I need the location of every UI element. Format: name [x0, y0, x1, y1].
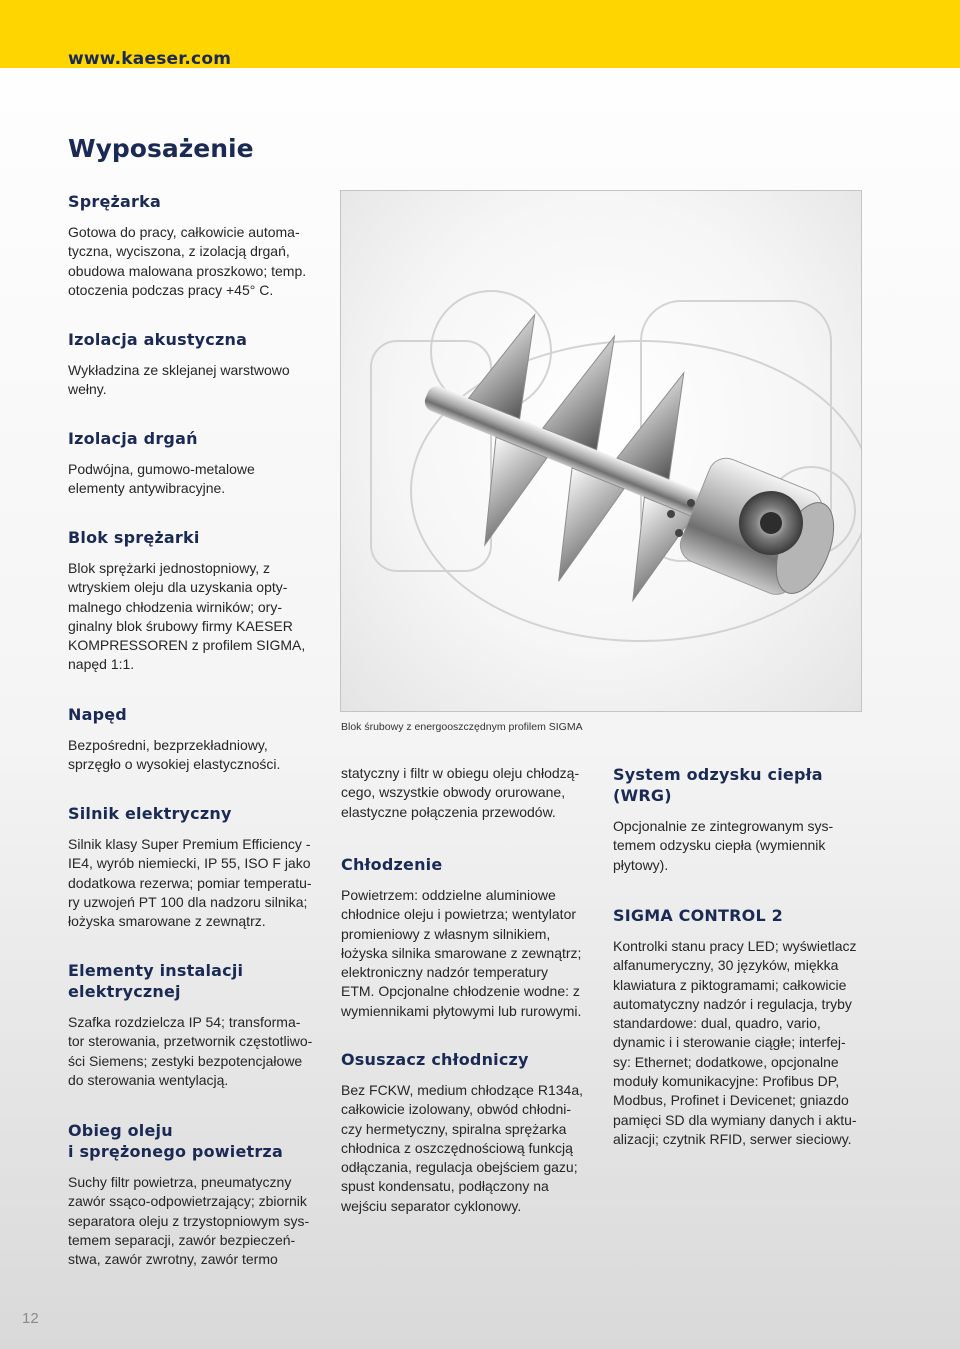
section-body: Szafka rozdzielcza IP 54; transforma- tor sterowania, przetwornik częstotliwo- ści Siemens; zestyki bezpotencjałowe do sterowania wentylacją.	[68, 1014, 313, 1088]
airend-photo	[340, 190, 862, 712]
section-body: Bez FCKW, medium chłodzące R134a, całkowicie izolowany, obwód chłodni- czy hermetyczny, spiralna sprężarka chłodnica z oszczędnościową funkcją odłączania, regulacja obejściem gazu; spust kondensatu, podłączony na wejściu separator cyklonowy.	[341, 1082, 583, 1214]
section-title: Silnik elektryczny	[68, 804, 232, 823]
section-title: Blok sprężarki	[68, 528, 200, 547]
section-body: Silnik klasy Super Premium Efficiency - IE4, wyrób niemiecki, IP 55, ISO F jako dodatkowa rezerwa; pomiar temperatu- ry uzwojeń PT 100 dla nadzoru silnika; łożyska smarowane z zewnątrz.	[68, 836, 312, 930]
section-title: Elementy instalacji elektrycznej	[68, 961, 244, 1001]
section-oil-air-circuit	[68, 1120, 330, 1269]
section-electric-motor	[68, 803, 330, 931]
section-body: Suchy filtr powietrza, pneumatyczny zawór ssąco-odpowietrzający; zbiornik separatora oleju z trzystopniowym sys- temem separacji, zawór bezpieczeń- stwa, zawór zwrotny, zawór termo	[68, 1174, 310, 1268]
section-body: Gotowa do pracy, całkowicie automa- tyczna, wyciszona, z izolacją drgań, obudowa malowana proszkowo; temp. otoczenia podczas pracy +45° C.	[68, 224, 307, 298]
page-number: 12	[22, 1310, 39, 1327]
section-title: Izolacja drgań	[68, 429, 198, 448]
section-sigma-control	[613, 905, 875, 1149]
section-drive	[68, 704, 330, 775]
section-refrigeration-dryer	[341, 1049, 603, 1216]
section-title: Osuszacz chłodniczy	[341, 1050, 529, 1069]
section-body: Blok sprężarki jednostopniowy, z wtryskiem oleju dla uzyskania opty- malnego chłodzenia wirników; ory- ginalny blok śrubowy firmy KAESER KOMPRESSOREN z profilem SIGMA, napęd 1:1.	[68, 560, 306, 673]
website-url[interactable]: www.kaeser.com	[68, 49, 232, 69]
section-body: Bezpośredni, bezprzekładniowy, sprzęgło o wysokiej elastyczności.	[68, 737, 281, 773]
section-body: statyczny i filtr w obiegu oleju chłodzą- cego, wszystkie obwody orurowane, elastyczne połączenia przewodów.	[341, 765, 580, 820]
section-body: Powietrzem: oddzielne aluminiowe chłodnice oleju i powietrza; wentylator promieniowy z własnym silnikiem, łożyska silnika smarowane z zewnątrz; elektroniczny nadzór temperatury ETM. Opcjonalne chłodzenie wodne: z wymiennikami płytowymi lub rurowymi.	[341, 887, 582, 1019]
section-title: System odzysku ciepła (WRG)	[613, 765, 823, 805]
section-body: Wykładzina ze sklejanej warstwowo wełny.	[68, 362, 290, 398]
section-compressor-block	[68, 527, 330, 675]
section-cooling	[341, 854, 603, 1021]
figure-caption: Blok śrubowy z energooszczędnym profilem SIGMA	[341, 721, 583, 733]
section-title: Obieg oleju i sprężonego powietrza	[68, 1121, 283, 1161]
screw-airend-illustration	[341, 191, 861, 711]
section-compressor	[68, 191, 330, 300]
section-title: Napęd	[68, 705, 127, 724]
section-body: Kontrolki stanu pracy LED; wyświetlacz alfanumeryczny, 30 języków, miękka klawiatura z piktogramami; całkowicie automatyczny nadzór i regulacja, tryby standardowe: dual, quadro, vario, dynamic i i sterowanie ciągłe; interfej- sy: Ethernet; dodatkowe, opcjonalne moduły komunikacyjne: Profibus DP, Modbus, Profinet i Devicenet; gniazdo pamięci SD dla wymiany danych i aktu- alizacji; czytnik RFID, serwer sieciowy.	[613, 938, 857, 1147]
section-title: Chłodzenie	[341, 855, 443, 874]
section-heat-recovery	[613, 764, 875, 875]
section-electrical-components	[68, 960, 330, 1090]
section-vibration-insulation	[68, 428, 330, 499]
section-oil-circuit-continued	[341, 764, 603, 822]
page-title: Wyposażenie	[68, 134, 254, 163]
section-body: Opcjonalnie ze zintegrowanym sys- temem odzysku ciepła (wymiennik płytowy).	[613, 818, 834, 873]
section-title: Sprężarka	[68, 192, 161, 211]
section-title: Izolacja akustyczna	[68, 330, 248, 349]
section-body: Podwójna, gumowo-metalowe elementy antywibracyjne.	[68, 461, 255, 497]
section-acoustic-insulation	[68, 329, 330, 400]
section-title: SIGMA CONTROL 2	[613, 906, 783, 925]
